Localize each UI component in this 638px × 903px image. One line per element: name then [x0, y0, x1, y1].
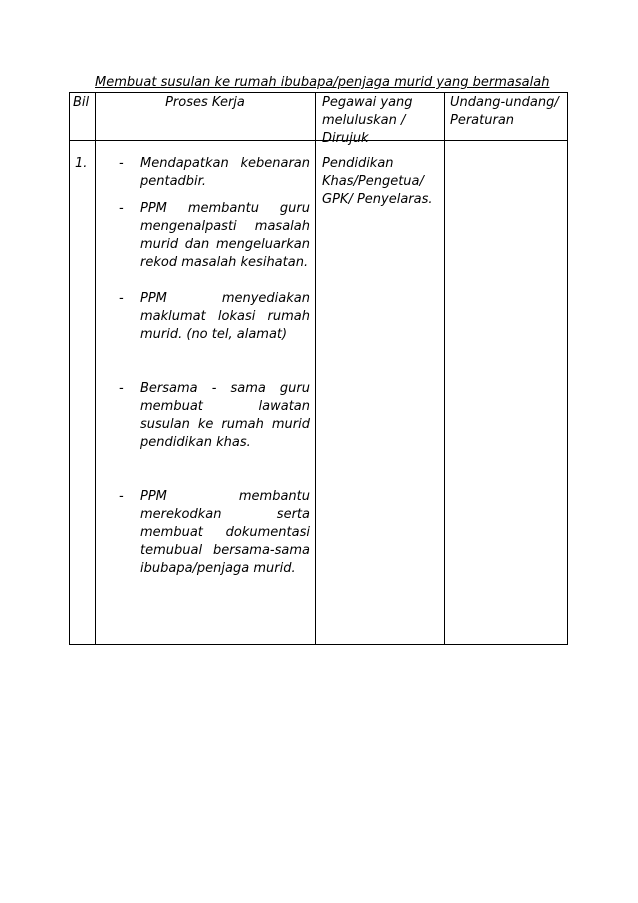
proses-item-text: PPM menyediakan maklumat lokasi rumah murid. (no tel, alamat) — [140, 291, 310, 342]
proses-item-text: Mendapatkan kebenaran pentadbir. — [140, 156, 310, 189]
proses-item-text: PPM membantu guru mengenalpasti masalah murid dan mengeluarkan rekod masalah kesihatan. — [140, 201, 310, 270]
process-table — [69, 92, 568, 645]
table-top-border — [69, 92, 568, 93]
column-divider-proses — [315, 92, 316, 645]
proses-kerja-list — [113, 155, 311, 578]
table-right-border — [567, 92, 568, 645]
table-bottom-border — [69, 644, 568, 645]
proses-item-text: Bersama - sama guru membuat lawatan susulan ke rumah murid pendidikan khas. — [140, 381, 310, 450]
header-proses-kerja: Proses Kerja — [165, 95, 245, 110]
row-bil: 1. — [75, 156, 88, 171]
proses-item — [113, 200, 311, 272]
bullet-dash: - — [119, 156, 124, 171]
bullet-dash: - — [119, 291, 124, 306]
header-bil: Bil — [73, 95, 90, 110]
column-divider-bil — [95, 92, 96, 645]
header-undang-undang: Undang-undang/ Peraturan — [450, 95, 559, 128]
proses-item-text: PPM membantu merekodkan serta membuat dokumentasi temubual bersama-sama ibubapa/penjaga murid. — [140, 489, 310, 576]
proses-item — [113, 488, 311, 578]
column-divider-pegawai — [444, 92, 445, 645]
proses-item — [113, 290, 311, 344]
document-title: Membuat susulan ke rumah ibubapa/penjaga murid yang bermasalah — [95, 75, 550, 90]
bullet-dash: - — [119, 489, 124, 504]
table-left-border — [69, 92, 70, 645]
row-pegawai: Pendidikan Khas/Pengetua/ GPK/ Penyelaras. — [322, 156, 433, 207]
proses-item — [113, 155, 311, 191]
bullet-dash: - — [119, 201, 124, 216]
proses-item — [113, 380, 311, 452]
bullet-dash: - — [119, 381, 124, 396]
header-pegawai: Pegawai yang meluluskan / Dirujuk — [322, 95, 413, 146]
header-bottom-border — [69, 140, 568, 141]
